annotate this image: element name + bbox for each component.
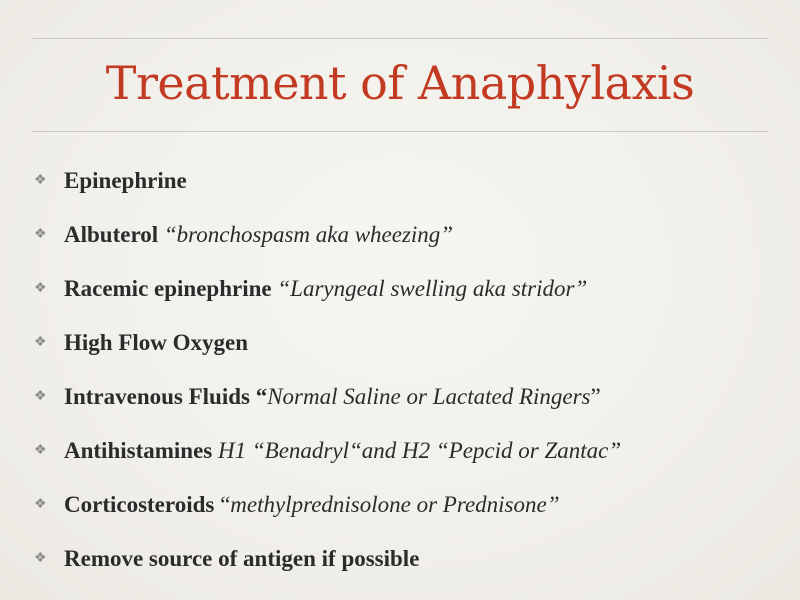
bullet-term: Corticosteroids xyxy=(64,492,215,517)
diamond-bullet-icon: ❖ xyxy=(34,335,47,350)
diamond-bullet-icon: ❖ xyxy=(34,173,47,188)
bullet-item-epinephrine xyxy=(34,156,774,210)
bullet-note: “bronchospasm aka wheezing” xyxy=(158,222,454,247)
diamond-bullet-icon: ❖ xyxy=(34,443,47,458)
bullet-opening-quote: “ xyxy=(214,492,231,517)
bullet-note: H1 “Benadryl“and H2 “Pepcid or Zantac” xyxy=(212,438,622,463)
slide-title: Treatment of Anaphylaxis xyxy=(105,56,695,110)
diamond-bullet-icon: ❖ xyxy=(34,389,47,404)
bullet-item-antihistamines xyxy=(34,426,774,480)
bullet-term: Racemic epinephrine xyxy=(64,276,272,301)
bullet-term: Remove source of antigen if possible xyxy=(64,546,420,571)
bullet-item-albuterol xyxy=(34,210,774,264)
bullet-note: Normal Saline or Lactated Ringers xyxy=(267,384,591,409)
bullet-item-intravenous-fluids xyxy=(34,372,774,426)
bullet-note: methylprednisolone or Prednisone” xyxy=(230,492,560,517)
bullet-term: High Flow Oxygen xyxy=(64,330,249,355)
bullet-closing-quote: ” xyxy=(590,384,601,409)
title-top-divider xyxy=(32,38,768,39)
bullet-item-corticosteroids xyxy=(34,480,774,534)
bullet-term: Albuterol xyxy=(64,222,159,247)
bullet-item-high-flow-oxygen xyxy=(34,318,774,372)
bullet-list xyxy=(34,156,774,588)
diamond-bullet-icon: ❖ xyxy=(34,227,47,242)
diamond-bullet-icon: ❖ xyxy=(34,551,47,566)
bullet-term: Intravenous Fluids “ xyxy=(64,384,268,409)
diamond-bullet-icon: ❖ xyxy=(34,281,47,296)
bullet-term: Epinephrine xyxy=(64,168,187,193)
bullet-item-remove-antigen-source xyxy=(34,534,774,588)
bullet-note: “Laryngeal swelling aka stridor” xyxy=(271,276,588,301)
title-bottom-divider xyxy=(32,131,768,132)
diamond-bullet-icon: ❖ xyxy=(34,497,47,512)
bullet-term: Antihistamines xyxy=(64,438,213,463)
bullet-item-racemic-epinephrine xyxy=(34,264,774,318)
